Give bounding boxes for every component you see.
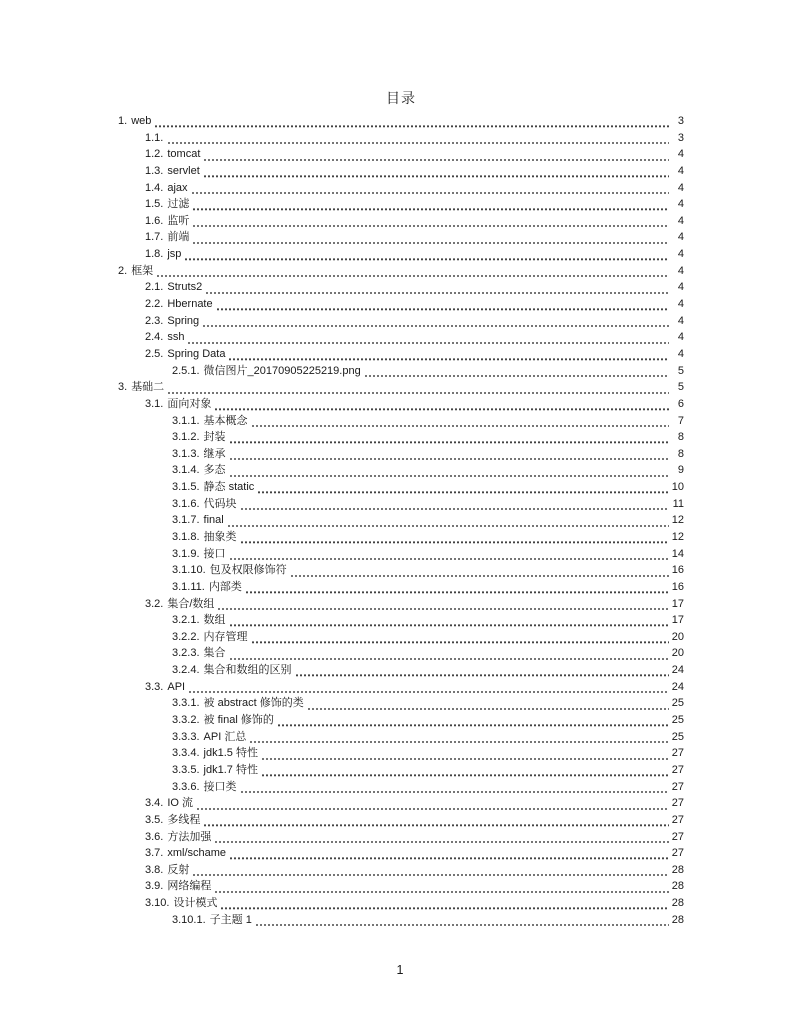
page-title: 目录 bbox=[386, 90, 416, 106]
toc-entry-title: 面向对象 bbox=[167, 397, 212, 410]
toc-list bbox=[118, 113, 684, 928]
toc-entry-title: Spring Data bbox=[167, 347, 226, 360]
toc-entry-number: 1.6. bbox=[145, 214, 164, 227]
toc-entry-title: jdk1.7 特性 bbox=[203, 763, 258, 776]
toc-entry-page-number: 25 bbox=[671, 714, 684, 727]
toc-entry-title: 基础二 bbox=[131, 381, 165, 394]
toc-entry-title: API 汇总 bbox=[203, 730, 247, 743]
toc-entry-title: tomcat bbox=[167, 148, 201, 161]
dot-leader bbox=[220, 907, 669, 909]
toc-entry-page-number: 28 bbox=[671, 913, 684, 926]
toc-entry-page-number: 10 bbox=[671, 481, 684, 494]
toc-entry-page-number: 4 bbox=[677, 264, 684, 277]
dot-leader bbox=[255, 924, 669, 926]
dot-leader bbox=[167, 392, 669, 394]
dot-leader bbox=[295, 674, 669, 676]
dot-leader bbox=[214, 891, 669, 893]
dot-leader bbox=[229, 441, 669, 443]
toc-entry[interactable] bbox=[118, 296, 684, 313]
dot-leader bbox=[203, 824, 669, 826]
toc-entry[interactable] bbox=[118, 346, 684, 363]
toc-entry[interactable] bbox=[118, 363, 684, 380]
toc-entry-page-number: 4 bbox=[677, 181, 684, 194]
toc-entry-number: 3.7. bbox=[145, 847, 164, 860]
toc-entry-number: 3.1.8. bbox=[172, 531, 200, 543]
toc-entry-page-number: 4 bbox=[677, 198, 684, 211]
toc-entry-number: 1.7. bbox=[145, 231, 164, 244]
dot-leader bbox=[227, 525, 669, 527]
toc-entry-title: 子主题 1 bbox=[209, 913, 252, 926]
toc-entry[interactable] bbox=[118, 712, 684, 729]
dot-leader bbox=[214, 408, 669, 410]
toc-entry-number: 3.3.1. bbox=[172, 697, 200, 710]
dot-leader bbox=[229, 857, 669, 859]
toc-entry-number: 1.5. bbox=[145, 198, 164, 211]
dot-leader bbox=[257, 491, 669, 493]
toc-entry-page-number: 12 bbox=[671, 531, 684, 543]
toc-entry-number: 3.1.2. bbox=[172, 431, 200, 444]
toc-entry-title: 框架 bbox=[131, 264, 154, 277]
toc-entry-title: Spring bbox=[167, 314, 200, 327]
toc-entry-number: 3.3.5. bbox=[172, 763, 200, 776]
toc-entry[interactable] bbox=[118, 313, 684, 330]
toc-entry-title: 代码块 bbox=[203, 497, 237, 510]
toc-entry[interactable] bbox=[118, 612, 684, 629]
toc-entry[interactable] bbox=[118, 479, 684, 496]
toc-entry-number: 1.2. bbox=[145, 148, 164, 161]
toc-entry[interactable] bbox=[118, 845, 684, 862]
toc-entry-page-number: 3 bbox=[677, 114, 684, 127]
toc-entry[interactable] bbox=[118, 146, 684, 163]
toc-entry-page-number: 6 bbox=[677, 397, 684, 410]
toc-entry-number: 3.1.3. bbox=[172, 447, 200, 460]
toc-entry-number: 3.10.1. bbox=[172, 913, 206, 926]
toc-entry-page-number: 4 bbox=[677, 214, 684, 227]
toc-entry-title: 被 abstract 修饰的类 bbox=[203, 697, 304, 710]
toc-entry-page-number: 4 bbox=[677, 281, 684, 294]
toc-entry-title: 集合/数组 bbox=[167, 597, 215, 610]
toc-entry-page-number: 7 bbox=[677, 414, 684, 427]
toc-entry[interactable] bbox=[118, 396, 684, 413]
toc-entry-page-number: 27 bbox=[671, 847, 684, 860]
dot-leader bbox=[251, 425, 669, 427]
toc-entry[interactable] bbox=[118, 695, 684, 712]
toc-entry-title: ssh bbox=[167, 331, 185, 344]
toc-entry-number: 2.3. bbox=[145, 314, 164, 327]
toc-entry[interactable] bbox=[118, 512, 684, 529]
toc-entry[interactable] bbox=[118, 579, 684, 596]
toc-entry-title: 集合 bbox=[203, 647, 226, 660]
toc-entry-number: 3.2.4. bbox=[172, 664, 200, 677]
toc-entry[interactable] bbox=[118, 213, 684, 230]
toc-entry-page-number: 17 bbox=[671, 614, 684, 627]
dot-leader bbox=[261, 758, 669, 760]
toc-entry[interactable] bbox=[118, 246, 684, 263]
footer-page-number: 1 bbox=[396, 963, 404, 977]
toc-entry-title: 封装 bbox=[203, 431, 226, 444]
toc-entry[interactable] bbox=[118, 779, 684, 796]
toc-entry-number: 3.1.5. bbox=[172, 481, 200, 494]
toc-entry-page-number: 5 bbox=[677, 381, 684, 394]
toc-entry-title: Struts2 bbox=[167, 281, 203, 294]
dot-leader bbox=[229, 458, 669, 460]
dot-leader bbox=[251, 641, 669, 643]
toc-entry-page-number: 17 bbox=[671, 597, 684, 610]
dot-leader bbox=[196, 808, 669, 810]
toc-entry-number: 3.1.10. bbox=[172, 564, 206, 577]
toc-entry-title: 内部类 bbox=[208, 580, 242, 593]
toc-entry-page-number: 24 bbox=[671, 664, 684, 677]
dot-leader bbox=[156, 275, 669, 277]
toc-entry-number: 3.5. bbox=[145, 813, 164, 826]
toc-entry-number: 3.4. bbox=[145, 797, 164, 810]
dot-leader bbox=[167, 142, 669, 144]
toc-entry[interactable] bbox=[118, 546, 684, 563]
toc-entry-title: 数组 bbox=[203, 614, 226, 627]
dot-leader bbox=[184, 258, 669, 260]
dot-leader bbox=[249, 741, 669, 743]
dot-leader bbox=[240, 508, 669, 510]
dot-leader bbox=[364, 375, 669, 377]
dot-leader bbox=[191, 192, 669, 194]
dot-leader bbox=[229, 475, 669, 477]
toc-entry-number: 3.1.1. bbox=[172, 414, 200, 427]
toc-entry[interactable] bbox=[118, 878, 684, 895]
toc-entry-title: 包及权限修饰符 bbox=[209, 564, 287, 577]
toc-entry[interactable] bbox=[118, 895, 684, 912]
toc-entry-page-number: 24 bbox=[671, 680, 684, 693]
toc-entry-number: 3.2.3. bbox=[172, 647, 200, 660]
dot-leader bbox=[229, 624, 669, 626]
toc-entry-number: 3.1. bbox=[145, 397, 164, 410]
toc-entry-title: 微信图片_20170905225219.png bbox=[203, 364, 361, 377]
toc-entry-page-number: 27 bbox=[671, 780, 684, 793]
toc-entry[interactable] bbox=[118, 279, 684, 296]
toc-entry-page-number: 4 bbox=[677, 347, 684, 360]
toc-entry-number: 3.6. bbox=[145, 830, 164, 843]
toc-entry-title: 网络编程 bbox=[167, 880, 212, 893]
toc-entry-number: 3.1.11. bbox=[172, 580, 205, 593]
toc-entry[interactable] bbox=[118, 196, 684, 213]
toc-entry[interactable] bbox=[118, 163, 684, 180]
toc-entry[interactable] bbox=[118, 729, 684, 746]
toc-entry[interactable] bbox=[118, 629, 684, 646]
toc-entry-page-number: 14 bbox=[671, 547, 684, 560]
toc-entry-number: 3.3.4. bbox=[172, 747, 200, 760]
dot-leader bbox=[240, 541, 669, 543]
dot-leader bbox=[307, 708, 669, 710]
toc-entry-title: 集合和数组的区别 bbox=[203, 664, 292, 677]
dot-leader bbox=[277, 724, 669, 726]
toc-entry[interactable] bbox=[118, 496, 684, 513]
toc-entry-page-number: 27 bbox=[671, 813, 684, 826]
toc-entry-page-number: 4 bbox=[677, 331, 684, 344]
toc-entry[interactable] bbox=[118, 263, 684, 280]
dot-leader bbox=[245, 591, 669, 593]
toc-entry-title: 过滤 bbox=[167, 198, 190, 211]
toc-entry-title: 抽象类 bbox=[203, 531, 237, 543]
toc-entry-number: 3.1.9. bbox=[172, 547, 200, 560]
toc-entry-page-number: 4 bbox=[677, 314, 684, 327]
dot-leader bbox=[228, 358, 669, 360]
toc-entry-title: 被 final 修饰的 bbox=[203, 714, 274, 727]
toc-entry-page-number: 27 bbox=[671, 763, 684, 776]
dot-leader bbox=[261, 774, 669, 776]
toc-entry-number: 3.2.1. bbox=[172, 614, 200, 627]
toc-entry-page-number: 4 bbox=[677, 148, 684, 161]
toc-entry[interactable] bbox=[118, 829, 684, 846]
toc-entry[interactable] bbox=[118, 795, 684, 812]
toc-entry-page-number: 4 bbox=[677, 298, 684, 311]
dot-leader bbox=[229, 658, 669, 660]
toc-entry-number: 1. bbox=[118, 114, 128, 127]
dot-leader bbox=[205, 292, 669, 294]
toc-entry-page-number: 4 bbox=[677, 248, 684, 261]
toc-entry-title: 基本概念 bbox=[203, 414, 248, 427]
toc-entry-number: 3. bbox=[118, 381, 128, 394]
toc-entry[interactable] bbox=[118, 462, 684, 479]
toc-entry-title: 设计模式 bbox=[173, 897, 218, 910]
toc-entry-number: 3.8. bbox=[145, 863, 164, 876]
toc-entry-title: servlet bbox=[167, 164, 200, 177]
toc-entry-number: 1.8. bbox=[145, 248, 164, 261]
toc-entry[interactable] bbox=[118, 429, 684, 446]
toc-entry-page-number: 28 bbox=[671, 880, 684, 893]
toc-entry[interactable] bbox=[118, 596, 684, 613]
toc-entry[interactable] bbox=[118, 812, 684, 829]
toc-entry-number: 3.2.2. bbox=[172, 630, 200, 643]
toc-entry-number: 2.1. bbox=[145, 281, 164, 294]
toc-entry-title: 接口 bbox=[203, 547, 226, 560]
toc-entry[interactable] bbox=[118, 113, 684, 130]
dot-leader bbox=[290, 575, 669, 577]
toc-entry-number: 3.1.6. bbox=[172, 497, 200, 510]
toc-entry-number: 3.3.3. bbox=[172, 730, 200, 743]
toc-entry-page-number: 4 bbox=[677, 231, 684, 244]
toc-entry-number: 3.3.2. bbox=[172, 714, 200, 727]
toc-entry-page-number: 25 bbox=[671, 697, 684, 710]
dot-leader bbox=[154, 125, 669, 127]
dot-leader bbox=[214, 841, 669, 843]
toc-entry-title: jsp bbox=[167, 248, 182, 261]
toc-section bbox=[118, 88, 684, 928]
dot-leader bbox=[240, 791, 669, 793]
toc-entry[interactable] bbox=[118, 646, 684, 663]
toc-entry-title: 接口类 bbox=[203, 780, 237, 793]
toc-entry-title: jdk1.5 特性 bbox=[203, 747, 258, 760]
toc-entry[interactable] bbox=[118, 379, 684, 396]
toc-entry-page-number: 28 bbox=[671, 897, 684, 910]
dot-leader bbox=[203, 159, 669, 161]
toc-entry-title: Hbernate bbox=[167, 298, 213, 311]
toc-entry-page-number: 3 bbox=[677, 131, 684, 144]
toc-entry-number: 3.10. bbox=[145, 897, 170, 910]
dot-leader bbox=[229, 558, 669, 560]
toc-entry[interactable] bbox=[118, 562, 684, 579]
toc-entry-page-number: 27 bbox=[671, 797, 684, 810]
toc-entry-title: web bbox=[131, 114, 152, 127]
toc-entry-page-number: 11 bbox=[672, 497, 684, 510]
toc-entry[interactable] bbox=[118, 529, 684, 546]
toc-entry-page-number: 27 bbox=[671, 830, 684, 843]
toc-entry-title: 内存管理 bbox=[203, 630, 248, 643]
dot-leader bbox=[192, 208, 669, 210]
toc-entry[interactable] bbox=[118, 679, 684, 696]
toc-entry[interactable] bbox=[118, 180, 684, 197]
toc-entry-page-number: 25 bbox=[671, 730, 684, 743]
dot-leader bbox=[202, 325, 669, 327]
dot-leader bbox=[217, 608, 669, 610]
toc-entry-page-number: 28 bbox=[671, 863, 684, 876]
toc-entry-page-number: 16 bbox=[671, 564, 684, 577]
toc-entry[interactable] bbox=[118, 745, 684, 762]
toc-entry-title: xml/schame bbox=[167, 847, 227, 860]
toc-entry-number: 3.1.4. bbox=[172, 464, 200, 477]
toc-entry-page-number: 20 bbox=[671, 647, 684, 660]
toc-entry-title: API bbox=[167, 680, 186, 693]
toc-entry[interactable] bbox=[118, 862, 684, 879]
toc-entry-number: 3.3. bbox=[145, 680, 164, 693]
toc-entry[interactable] bbox=[118, 229, 684, 246]
toc-entry[interactable] bbox=[118, 912, 684, 929]
toc-entry[interactable] bbox=[118, 329, 684, 346]
dot-leader bbox=[192, 225, 669, 227]
toc-entry[interactable] bbox=[118, 130, 684, 147]
dot-leader bbox=[192, 242, 669, 244]
toc-entry-page-number: 16 bbox=[671, 580, 684, 593]
toc-entry-page-number: 27 bbox=[671, 747, 684, 760]
toc-entry-title: 前端 bbox=[167, 231, 190, 244]
toc-entry-number: 3.1.7. bbox=[172, 514, 200, 527]
toc-entry[interactable] bbox=[118, 662, 684, 679]
dot-leader bbox=[188, 691, 669, 693]
toc-entry-number: 3.9. bbox=[145, 880, 164, 893]
toc-entry-title: ajax bbox=[167, 181, 188, 194]
toc-entry-number: 1.3. bbox=[145, 164, 164, 177]
toc-entry-number: 3.3.6. bbox=[172, 780, 200, 793]
toc-entry-number: 1.1. bbox=[145, 131, 164, 144]
toc-entry-page-number: 9 bbox=[677, 464, 684, 477]
dot-leader bbox=[216, 308, 669, 310]
toc-entry-title: final bbox=[203, 514, 224, 527]
toc-entry-number: 2. bbox=[118, 264, 128, 277]
toc-entry-title: 方法加强 bbox=[167, 830, 212, 843]
toc-entry-title: 多态 bbox=[203, 464, 226, 477]
toc-entry-page-number: 5 bbox=[677, 364, 684, 377]
toc-entry[interactable] bbox=[118, 446, 684, 463]
toc-entry-number: 2.4. bbox=[145, 331, 164, 344]
toc-entry-number: 2.5.1. bbox=[172, 364, 200, 377]
toc-entry-page-number: 4 bbox=[677, 164, 684, 177]
toc-entry-title: 反射 bbox=[167, 863, 190, 876]
toc-entry-title: 监听 bbox=[167, 214, 190, 227]
toc-entry-number: 2.2. bbox=[145, 298, 164, 311]
toc-entry-page-number: 20 bbox=[671, 630, 684, 643]
toc-entry-title: 多线程 bbox=[167, 813, 201, 826]
toc-entry-number: 2.5. bbox=[145, 347, 164, 360]
toc-entry-number: 1.4. bbox=[145, 181, 164, 194]
toc-entry[interactable] bbox=[118, 762, 684, 779]
dot-leader bbox=[203, 175, 669, 177]
toc-entry-page-number: 8 bbox=[677, 431, 684, 444]
dot-leader bbox=[192, 874, 669, 876]
toc-entry-page-number: 8 bbox=[677, 447, 684, 460]
toc-entry[interactable] bbox=[118, 413, 684, 430]
toc-entry-title: 静态 static bbox=[203, 481, 255, 494]
toc-entry-page-number: 12 bbox=[671, 514, 684, 527]
toc-entry-title: 继承 bbox=[203, 447, 226, 460]
dot-leader bbox=[187, 342, 669, 344]
toc-entry-number: 3.2. bbox=[145, 597, 164, 610]
toc-entry-title: IO 流 bbox=[167, 797, 194, 810]
